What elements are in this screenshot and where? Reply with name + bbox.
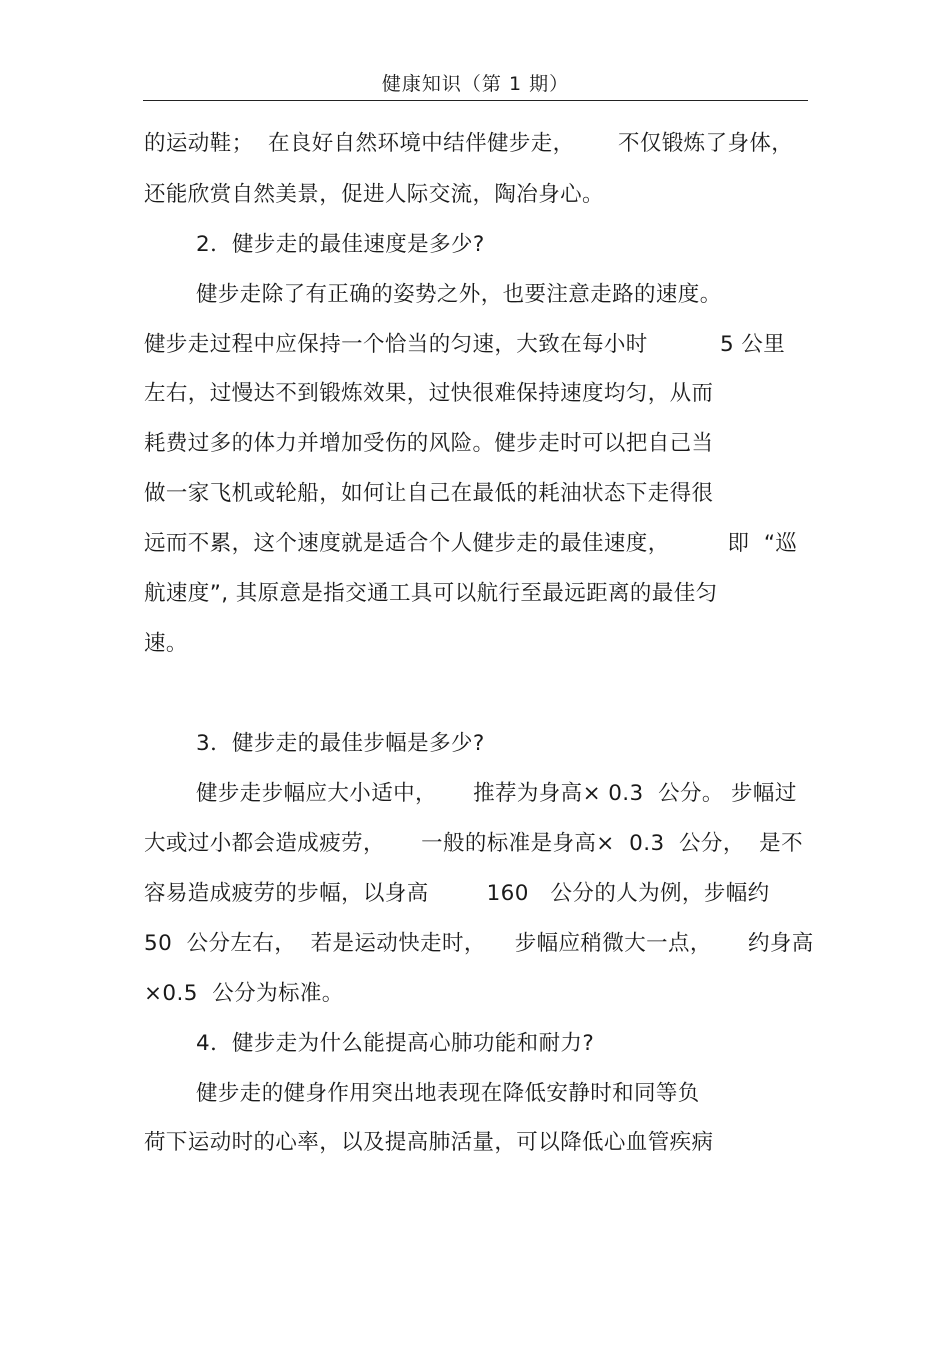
- page-header-title: 健康知识（第 1 期）: [381, 73, 570, 95]
- body-line: 大或过小都会造成疲劳， 一般的标准是身高× 0.3 公分， 是不: [144, 831, 803, 856]
- section-heading-cardio: 4．健步走为什么能提高心肺功能和耐力?: [196, 1031, 595, 1056]
- body-line: 速。: [144, 631, 188, 656]
- body-line: 健步走步幅应大小适中， 推荐为身高× 0.3 公分。 步幅过: [196, 781, 797, 806]
- body-line: 50 公分左右， 若是运动快走时， 步幅应稍微大一点， 约身高: [144, 931, 814, 956]
- body-line: 耗费过多的体力并增加受伤的风险。健步走时可以把自己当: [144, 431, 714, 456]
- body-line: 远而不累，这个速度就是适合个人健步走的最佳速度， 即 “巡: [144, 531, 798, 556]
- section-heading-speed: 2．健步走的最佳速度是多少?: [196, 232, 485, 257]
- body-line: 还能欣赏自然美景，促进人际交流，陶冶身心。: [144, 182, 604, 207]
- body-line: 航速度”, 其原意是指交通工具可以航行至最远距离的最佳匀: [144, 581, 718, 606]
- body-line: 健步走除了有正确的姿势之外，也要注意走路的速度。: [196, 282, 722, 307]
- body-line: 健步走的健身作用突出地表现在降低安静时和同等负: [196, 1081, 700, 1106]
- body-line: ×0.5 公分为标准。: [144, 981, 344, 1006]
- section-heading-stride: 3．健步走的最佳步幅是多少?: [196, 731, 485, 756]
- body-line: 容易造成疲劳的步幅，以身高 160 公分的人为例，步幅约: [144, 881, 770, 906]
- header-divider: [143, 100, 808, 101]
- body-line: 做一家飞机或轮船，如何让自己在最低的耗油状态下走得很: [144, 481, 714, 506]
- body-line: 的运动鞋； 在良好自然环境中结伴健步走， 不仅锻炼了身体，: [144, 131, 794, 156]
- body-line: 荷下运动时的心率，以及提高肺活量，可以降低心血管疾病: [144, 1130, 714, 1155]
- body-line: 左右，过慢达不到锻炼效果，过快很难保持速度均匀，从而: [144, 381, 714, 406]
- body-line: 健步走过程中应保持一个恰当的匀速，大致在每小时 5 公里: [144, 332, 786, 357]
